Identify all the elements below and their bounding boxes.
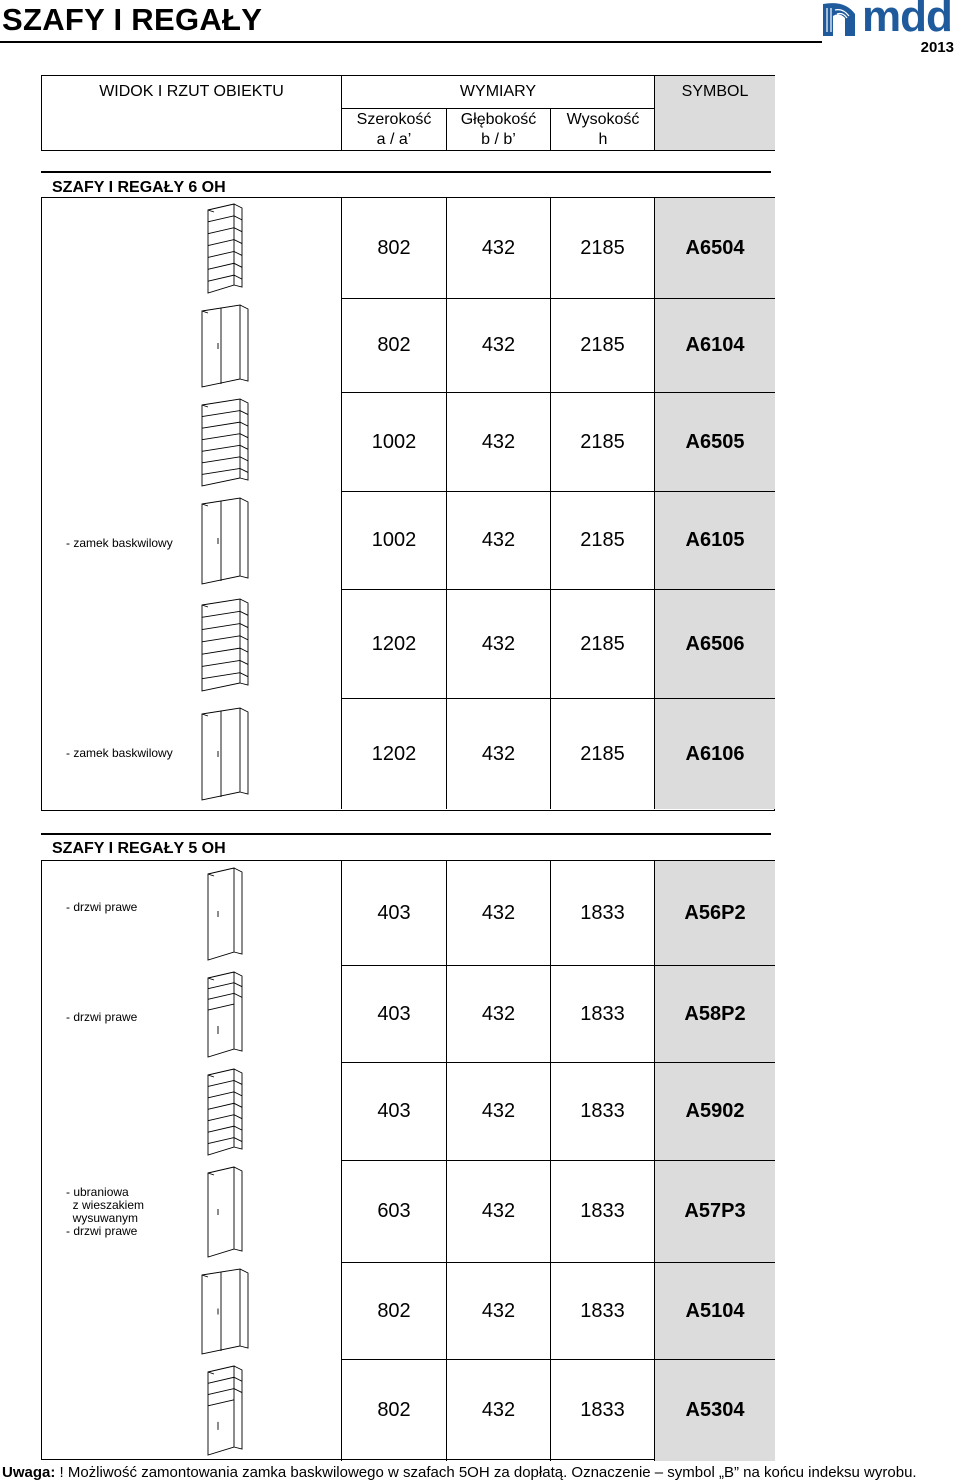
width-cell: 403: [342, 966, 447, 1063]
dimensions-header: WYMIARY: [459, 83, 537, 100]
depth-cell: 432: [447, 299, 551, 393]
depth-cell: 432: [447, 1063, 551, 1161]
height-cell: 1833: [551, 1263, 655, 1360]
symbol-header: SYMBOL: [681, 83, 749, 100]
view-cell: [42, 966, 342, 1063]
logo-text: mdd: [862, 0, 952, 41]
row-note: - ubraniowa z wieszakiem wysuwanym - drzwi prawe: [66, 1185, 145, 1238]
height-cell: 2185: [551, 393, 655, 492]
view-cell: [42, 198, 342, 299]
table-row: [42, 492, 774, 590]
table-row: [42, 590, 774, 699]
table-row: [42, 966, 774, 1063]
width-cell: 603: [342, 1161, 447, 1263]
height-cell: 2185: [551, 699, 655, 809]
double-door-cabinet-icon: [200, 496, 250, 591]
width-header: Szerokość a / a’: [342, 109, 447, 151]
view-cell: [42, 299, 342, 393]
view-cell: [42, 393, 342, 492]
view-cell: [42, 492, 342, 590]
symbol-cell: A58P2: [655, 966, 775, 1063]
column-header: [41, 75, 775, 151]
double-door-cabinet-icon: [200, 303, 250, 394]
height-cell: 2185: [551, 299, 655, 393]
width-cell: 802: [342, 1360, 447, 1461]
symbol-cell: A5104: [655, 1263, 775, 1360]
open-shelf-narrow-icon: [206, 1067, 244, 1162]
height-cell: 1833: [551, 966, 655, 1063]
table-row: [42, 699, 774, 809]
height-cell: 1833: [551, 861, 655, 966]
dimensions-header-cell: [342, 76, 655, 150]
width-cell: 802: [342, 1263, 447, 1360]
symbol-cell: A6106: [655, 699, 775, 809]
section-divider: [41, 833, 771, 835]
width-cell: 802: [342, 299, 447, 393]
width-cell: 403: [342, 861, 447, 966]
open-shelf-wide-icon: [200, 397, 250, 493]
height-header: Wysokość h: [566, 111, 640, 148]
brand-logo: [818, 2, 958, 58]
symbol-cell: A56P2: [655, 861, 775, 966]
open-shelf-wide-icon: [200, 597, 250, 698]
single-door-cabinet-icon: [206, 866, 244, 967]
depth-cell: 432: [447, 966, 551, 1063]
width-cell: 802: [342, 198, 447, 299]
table-row: [42, 1263, 774, 1360]
symbol-cell: A6504: [655, 198, 775, 299]
logo-mark-icon: [821, 2, 861, 38]
row-note: - zamek baskwilowy: [66, 536, 173, 550]
table-row: [42, 1360, 774, 1461]
view-header-cell: [42, 76, 342, 150]
depth-cell: 432: [447, 1161, 551, 1263]
page-title: SZAFY I REGAŁY: [2, 2, 263, 37]
title-divider: [0, 41, 822, 43]
width-cell: 1002: [342, 393, 447, 492]
height-cell: 2185: [551, 590, 655, 699]
view-cell: [42, 861, 342, 966]
symbol-cell: A6506: [655, 590, 775, 699]
product-table: [41, 860, 775, 1460]
symbol-header-cell: [655, 76, 775, 150]
row-note: - zamek baskwilowy: [66, 746, 173, 760]
depth-cell: 432: [447, 699, 551, 809]
table-row: [42, 1063, 774, 1161]
half-door-cabinet-icon: [206, 1364, 244, 1462]
single-door-cabinet-icon: [206, 1165, 244, 1264]
view-cell: [42, 1360, 342, 1461]
width-cell: 1202: [342, 590, 447, 699]
symbol-cell: A5304: [655, 1360, 775, 1461]
section-title: SZAFY I REGAŁY 6 OH: [52, 179, 226, 196]
height-cell: 1833: [551, 1063, 655, 1161]
view-cell: [42, 1161, 342, 1263]
double-door-cabinet-icon: [200, 1267, 250, 1361]
product-table: [41, 197, 775, 811]
view-cell: [42, 1263, 342, 1360]
depth-cell: 432: [447, 1360, 551, 1461]
symbol-cell: A6505: [655, 393, 775, 492]
depth-cell: 432: [447, 198, 551, 299]
view-header: WIDOK I RZUT OBIEKTU: [99, 83, 284, 100]
depth-cell: 432: [447, 590, 551, 699]
table-row: [42, 1161, 774, 1263]
symbol-cell: A6104: [655, 299, 775, 393]
table-row: [42, 198, 774, 299]
section-divider: [41, 171, 771, 173]
section-title: SZAFY I REGAŁY 5 OH: [52, 840, 226, 857]
symbol-cell: A5902: [655, 1063, 775, 1161]
symbol-cell: A57P3: [655, 1161, 775, 1263]
depth-cell: 432: [447, 492, 551, 590]
depth-cell: 432: [447, 393, 551, 492]
row-note: - drzwi prawe: [66, 1010, 138, 1024]
double-door-cabinet-icon: [200, 706, 250, 807]
footer-note: Uwaga: ! Możliwość zamontowania zamka baskwilowego w szafach 5OH za dopłatą. Oznaczenie – symbol „B” na końcu indeksu wyrobu.: [2, 1464, 917, 1481]
depth-cell: 432: [447, 1263, 551, 1360]
width-cell: 1002: [342, 492, 447, 590]
depth-header: Głębokość b / b’: [447, 109, 551, 151]
view-cell: [42, 699, 342, 809]
table-row: [42, 299, 774, 393]
height-cell: 1833: [551, 1360, 655, 1461]
table-row: [42, 861, 774, 966]
height-cell: 1833: [551, 1161, 655, 1263]
table-row: [42, 393, 774, 492]
row-note: - drzwi prawe: [66, 900, 138, 914]
depth-cell: 432: [447, 861, 551, 966]
view-cell: [42, 590, 342, 699]
view-cell: [42, 1063, 342, 1161]
half-door-cabinet-icon: [206, 970, 244, 1064]
open-shelf-narrow-icon: [206, 202, 244, 300]
width-cell: 403: [342, 1063, 447, 1161]
symbol-cell: A6105: [655, 492, 775, 590]
height-cell: 2185: [551, 198, 655, 299]
height-cell: 2185: [551, 492, 655, 590]
width-cell: 1202: [342, 699, 447, 809]
logo-year: 2013: [920, 39, 954, 56]
